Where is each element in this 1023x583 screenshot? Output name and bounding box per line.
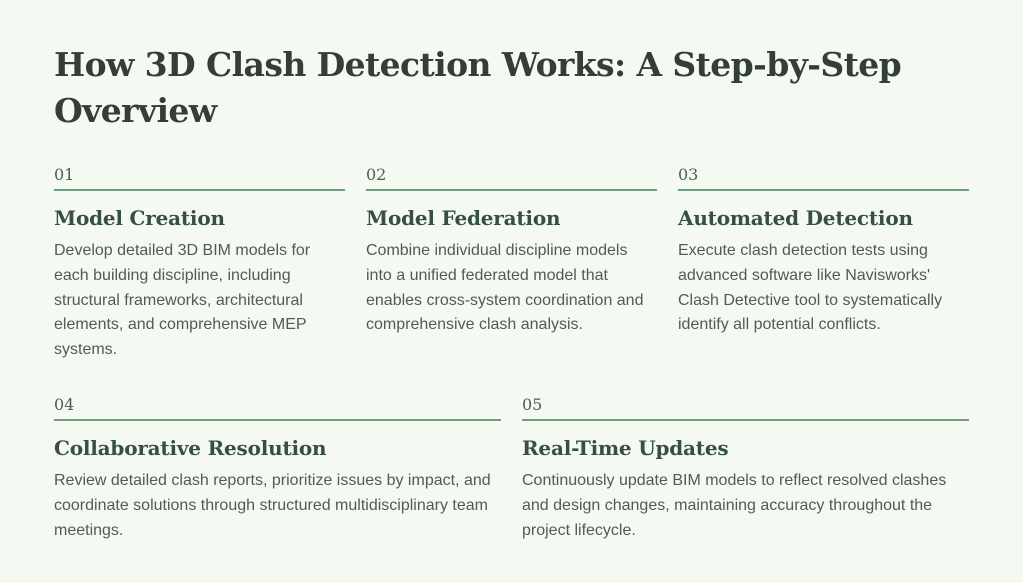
step-description: Combine individual discipline models into a unified federated model that enables cross-system coordination and comprehensive clash analysis. bbox=[366, 242, 644, 334]
step-card-01 bbox=[54, 165, 345, 363]
step-divider bbox=[54, 189, 345, 191]
step-card-02 bbox=[366, 165, 657, 363]
page-title: How 3D Clash Detection Works: A Step-by-Step Overview bbox=[54, 45, 902, 130]
step-description: Execute clash detection tests using advanced software like Navisworks' Clash Detective tool to systematically identify all potential conflicts. bbox=[678, 242, 943, 334]
steps-row-2 bbox=[54, 395, 969, 543]
step-divider bbox=[366, 189, 657, 191]
step-number: 03 bbox=[678, 165, 699, 184]
step-divider bbox=[678, 189, 969, 191]
step-title: Model Federation bbox=[366, 206, 561, 230]
step-card-05 bbox=[522, 395, 969, 543]
step-description: Review detailed clash reports, prioritize issues by impact, and coordinate solutions through structured multidisciplinary team meetings. bbox=[54, 471, 491, 539]
steps-row-1 bbox=[54, 165, 969, 363]
step-number: 04 bbox=[54, 394, 75, 414]
step-title: Collaborative Resolution bbox=[54, 435, 327, 460]
step-divider bbox=[522, 419, 969, 421]
step-divider bbox=[54, 419, 501, 421]
step-description: Continuously update BIM models to reflect resolved clashes and design changes, maintaining accuracy throughout the project lifecycle. bbox=[522, 471, 947, 539]
step-number: 05 bbox=[522, 394, 543, 414]
step-description: Develop detailed 3D BIM models for each building discipline, including structural frameworks, architectural elements, and comprehensive MEP systems. bbox=[54, 242, 311, 359]
step-title: Real-Time Updates bbox=[522, 435, 729, 460]
step-card-03 bbox=[678, 165, 969, 363]
step-number: 01 bbox=[54, 165, 75, 184]
step-number: 02 bbox=[366, 165, 387, 184]
step-title: Model Creation bbox=[54, 206, 225, 230]
step-title: Automated Detection bbox=[678, 206, 913, 230]
step-card-04 bbox=[54, 395, 501, 543]
